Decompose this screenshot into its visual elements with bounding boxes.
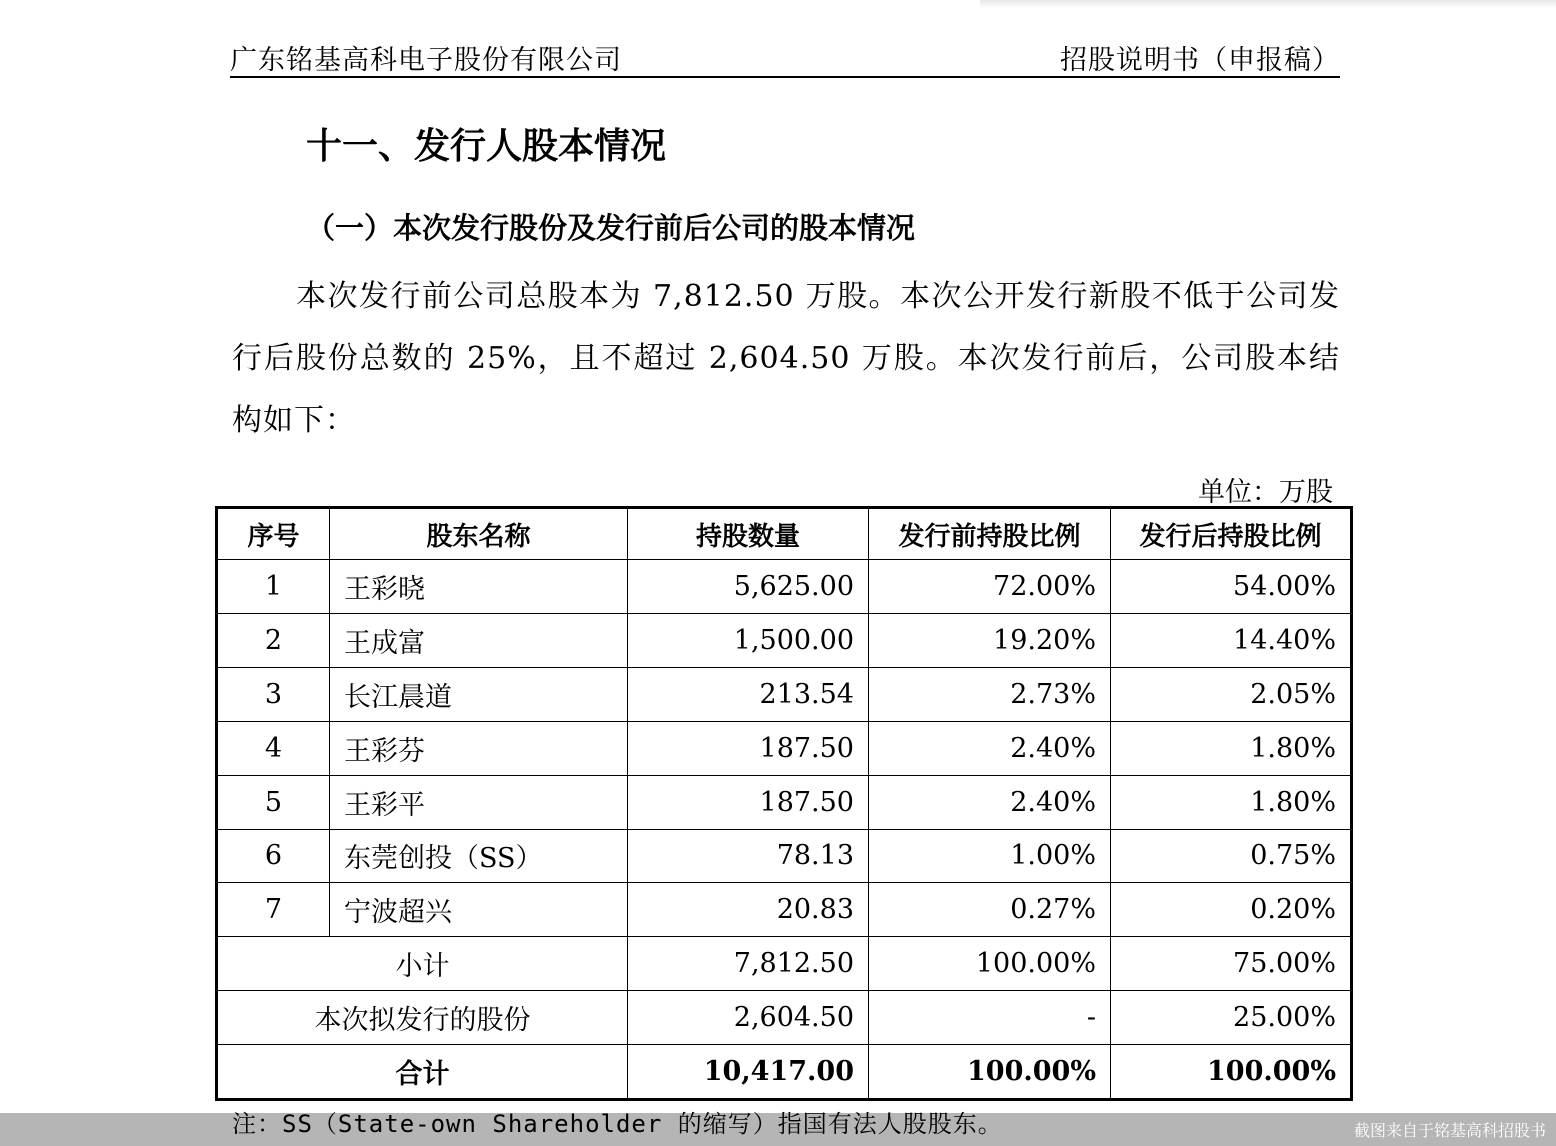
shareholding-table [215, 506, 1353, 1101]
new-issue-row [217, 990, 1352, 1044]
row-shares: 20.83 [628, 883, 869, 937]
row-name: 王彩芬 [330, 721, 628, 775]
row-name: 长江晨道 [330, 668, 628, 722]
row-shares: 187.50 [628, 721, 869, 775]
subtotal-label: 小计 [217, 937, 628, 991]
top-shadow [980, 0, 1556, 8]
row-post: 14.40% [1111, 614, 1352, 668]
table-note: 注：SS（State-own Shareholder 的缩写）指国有法人股股东。 [232, 1110, 1003, 1138]
row-name: 东莞创投（SS） [330, 829, 628, 883]
company-name: 广东铭基高科电子股份有限公司 [230, 45, 622, 76]
table-header-row [217, 508, 1352, 560]
row-name: 宁波超兴 [330, 883, 628, 937]
table-row [217, 883, 1352, 937]
row-no: 2 [217, 614, 330, 668]
subtotal-pre: 100.00% [869, 937, 1111, 991]
row-post: 2.05% [1111, 668, 1352, 722]
document-type: 招股说明书（申报稿） [1060, 45, 1340, 76]
subsection-title: （一）本次发行股份及发行前后公司的股本情况 [306, 211, 916, 245]
row-no: 3 [217, 668, 330, 722]
table-row [217, 668, 1352, 722]
total-row [217, 1044, 1352, 1099]
section-title: 十一、发行人股本情况 [306, 126, 667, 167]
header-no: 序号 [217, 508, 330, 560]
row-shares: 187.50 [628, 775, 869, 829]
row-shares: 5,625.00 [628, 560, 869, 614]
row-post: 0.75% [1111, 829, 1352, 883]
subtotal-post: 75.00% [1111, 937, 1352, 991]
row-pre: 19.20% [869, 614, 1111, 668]
new-issue-pre: - [869, 990, 1111, 1044]
row-post: 1.80% [1111, 775, 1352, 829]
table-row [217, 775, 1352, 829]
header-post-ratio: 发行后持股比例 [1111, 508, 1352, 560]
total-pre: 100.00% [869, 1044, 1111, 1099]
total-post: 100.00% [1111, 1044, 1352, 1099]
row-pre: 1.00% [869, 829, 1111, 883]
row-name: 王彩平 [330, 775, 628, 829]
source-watermark: 截图来自于铭基高科招股书 [1353, 1121, 1546, 1140]
row-no: 7 [217, 883, 330, 937]
row-shares: 78.13 [628, 829, 869, 883]
page-header [230, 38, 1340, 78]
row-name: 王成富 [330, 614, 628, 668]
table-row [217, 560, 1352, 614]
new-issue-post: 25.00% [1111, 990, 1352, 1044]
subtotal-shares: 7,812.50 [628, 937, 869, 991]
subtotal-row [217, 937, 1352, 991]
intro-paragraph: 本次发行前公司总股本为 7,812.50 万股。本次公开发行新股不低于公司发行后股份总数的 25%，且不超过 2,604.50 万股。本次发行前后，公司股本结构如下： [232, 279, 1340, 438]
row-pre: 2.40% [869, 721, 1111, 775]
header-shares: 持股数量 [628, 508, 869, 560]
row-pre: 2.73% [869, 668, 1111, 722]
row-shares: 213.54 [628, 668, 869, 722]
header-name: 股东名称 [330, 508, 628, 560]
total-shares: 10,417.00 [628, 1044, 869, 1099]
row-no: 5 [217, 775, 330, 829]
new-issue-label: 本次拟发行的股份 [217, 990, 628, 1044]
unit-label: 单位：万股 [1198, 477, 1333, 508]
row-pre: 0.27% [869, 883, 1111, 937]
row-no: 6 [217, 829, 330, 883]
new-issue-shares: 2,604.50 [628, 990, 869, 1044]
table-row [217, 721, 1352, 775]
row-post: 1.80% [1111, 721, 1352, 775]
row-post: 54.00% [1111, 560, 1352, 614]
row-no: 4 [217, 721, 330, 775]
row-no: 1 [217, 560, 330, 614]
row-pre: 72.00% [869, 560, 1111, 614]
row-pre: 2.40% [869, 775, 1111, 829]
table-row [217, 829, 1352, 883]
row-shares: 1,500.00 [628, 614, 869, 668]
table-row [217, 614, 1352, 668]
total-label: 合计 [217, 1044, 628, 1099]
row-name: 王彩晓 [330, 560, 628, 614]
row-post: 0.20% [1111, 883, 1352, 937]
header-pre-ratio: 发行前持股比例 [869, 508, 1111, 560]
